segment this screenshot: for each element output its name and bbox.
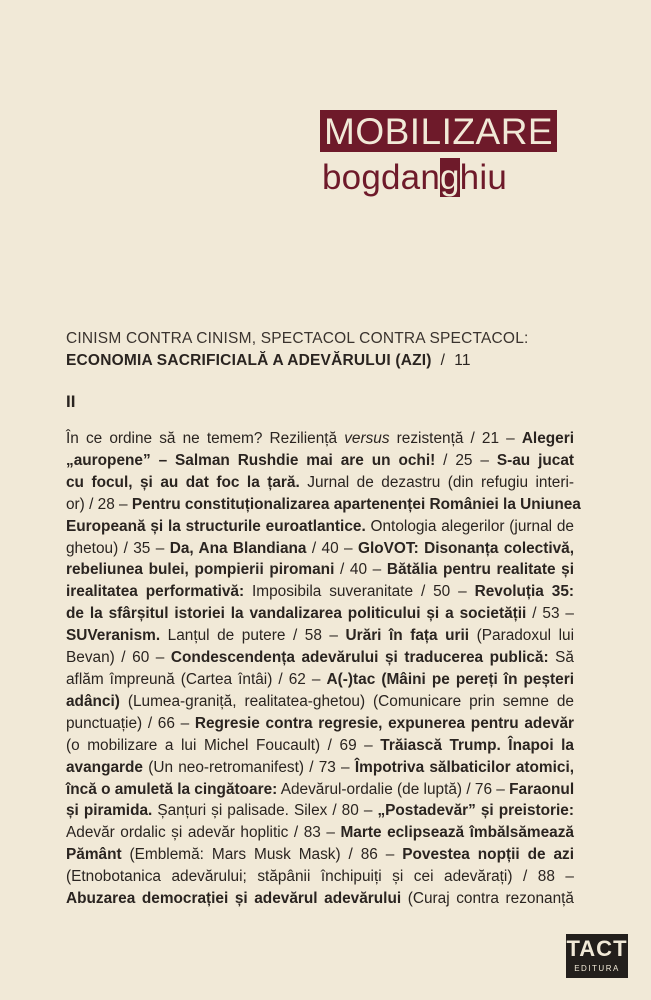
toc-segment: adânci) [66,692,120,710]
publisher-subtitle: EDITURA [574,964,620,973]
section-heading [66,328,576,372]
toc-segment: Marte eclipsează îmbălsămează [340,824,574,842]
toc-line [66,713,574,735]
toc-segment: Lanțul de putere / 58 – [160,627,346,645]
toc-segment: Europeană și la structurile euroatlantice. [66,517,366,535]
toc-segment: Povestea nopții de azi [402,846,574,864]
toc-line [66,428,574,450]
toc-segment: Trăiască Trump. Înapoi la [380,736,574,754]
toc-line [66,822,574,844]
toc-line [66,757,574,779]
toc-segment: În ce ordine să ne temem? Reziliență [66,430,345,447]
toc-segment: Da, Ana Blandiana [169,539,307,557]
toc-segment: (Un neo-retromanifest) / 73 – [143,758,355,776]
toc-segment: de la sfârșitul istoriei la vandalizarea politicului și a societății [66,605,527,623]
toc-segment: Imposibila suveranitate / 50 – [244,583,475,601]
toc-segment: (Emblemă: Mars Musk Mask) / 86 – [121,846,403,864]
toc-segment: / 53 – [526,605,574,623]
toc-line [66,779,574,801]
section-separator: / [440,352,446,369]
toc-line [66,800,574,822]
toc-segment: Șanțuri și palisade. Silex / 80 – [152,802,378,820]
toc-line [66,735,574,757]
toc-segment: ghetou) / 35 – [66,539,170,557]
toc-line [66,472,574,494]
toc-segment: Revoluția 35: [474,583,575,601]
toc-segment: avangarde [66,758,143,776]
section-title: ECONOMIA SACRIFICIALĂ A ADEVĂRULUI (AZI) [66,352,432,369]
toc-segment: Condescendența adevărului și traducerea publică: [170,649,549,667]
toc-segment: Bevan) / 60 – [66,649,171,667]
toc-segment: Ontologia alegerilor (jurnal de [365,517,574,535]
toc-segment: Jurnal de dezastru (din refugiu interi- [299,473,574,491]
toc-segment: Bătălia pentru realitate și [386,561,574,579]
toc-segment: Adevărul-ordalie (de luptă) / 76 – [277,780,510,798]
toc-segment: Pământ [66,846,122,864]
toc-segment: cu focul, și au dat foc la țară. [66,473,300,491]
toc-segment: Regresie contra regresie, expunerea pentru adevăr [194,714,574,732]
title-block [320,110,557,198]
toc-line [66,866,574,888]
toc-segment: (Curaj contra rezonanță [401,890,574,908]
toc-segment: (o mobilizare a lui Michel Foucault) / 69 – [66,736,381,754]
toc-line [66,669,574,691]
toc-segment: / 40 – [334,561,387,579]
section-page-number: 11 [454,352,471,369]
toc-segment: rebeliunea bulei, pompierii piromani [66,561,335,579]
toc-segment: încă o amuletă la cingătoare: [66,780,278,798]
section-heading-line1: CINISM CONTRA CINISM, SPECTACOL CONTRA SPECTACOL: [66,330,529,347]
toc-segment: A(-)tac [326,670,376,688]
toc-line [66,450,574,472]
toc-segment: Faraonul [509,780,575,798]
toc-segment: GloVOT: Disonanța colectivă, [357,539,575,557]
toc-segment: irealitatea performativă: [66,583,245,601]
toc-line [66,888,574,910]
publisher-logo [566,934,628,978]
toc-line [66,625,574,647]
toc-line [66,538,574,560]
toc-line [66,494,581,516]
toc-line [66,691,574,713]
toc-segment: SUVeranism. [66,627,161,645]
toc-line [66,581,574,603]
toc-segment: și piramida. [66,802,153,820]
toc-text [66,428,581,910]
toc-segment: rezistență / 21 – [389,430,522,447]
author-name-highlight: g [440,158,460,197]
toc-segment: Adevăr ordalic și adevăr hoplitic / 83 – [66,824,341,842]
toc-line [66,844,574,866]
toc-segment: Împotriva sălbaticilor atomici, [354,758,575,776]
author-name [320,158,557,198]
toc-line [66,516,574,538]
toc-segment: „auropene” – Salman Rushdie mai are un ochi! [66,451,436,469]
toc-segment: versus [344,430,390,447]
toc-segment: Pentru constituționalizarea apartenenței României la Uniunea [131,495,581,513]
author-name-part2: hiu [459,158,507,197]
toc-segment: Alegeri [521,430,574,447]
toc-segment: / 40 – [306,539,358,557]
toc-segment: Să [548,649,574,667]
section-heading-line2 [66,350,576,372]
toc-segment: Urări în fața urii [345,627,470,645]
toc-line [66,647,574,669]
book-title: MOBILIZARE [320,110,557,152]
toc-segment: aflăm împreună (Cartea întâi) / 62 – [66,670,327,688]
toc-segment: punctuație) / 66 – [66,714,195,732]
toc-segment: / 25 – [435,451,497,469]
toc-segment: S-au jucat [496,451,575,469]
toc-segment: (Lumea-graniță, realitatea-ghetou) (Comunicare prin semne de [119,692,574,710]
author-name-part1: bogdan [322,158,440,197]
toc-segment: (Mâini pe pereți în peșteri [375,670,575,688]
toc-segment: (Paradoxul lui [469,627,574,645]
toc-segment: or) / 28 – [66,495,132,513]
toc-line [66,559,574,581]
part-numeral: II [66,392,76,411]
toc-segment: „Postadevăr” și preistorie: [377,802,574,820]
toc-segment: Abuzarea democrației și adevărul adevărului [66,890,402,908]
publisher-name: TACT [566,936,628,961]
toc-line [66,603,574,625]
toc-segment: (Etnobotanica adevărului; stăpânii închipuiți și cei adevărați) / 88 – [66,868,574,886]
